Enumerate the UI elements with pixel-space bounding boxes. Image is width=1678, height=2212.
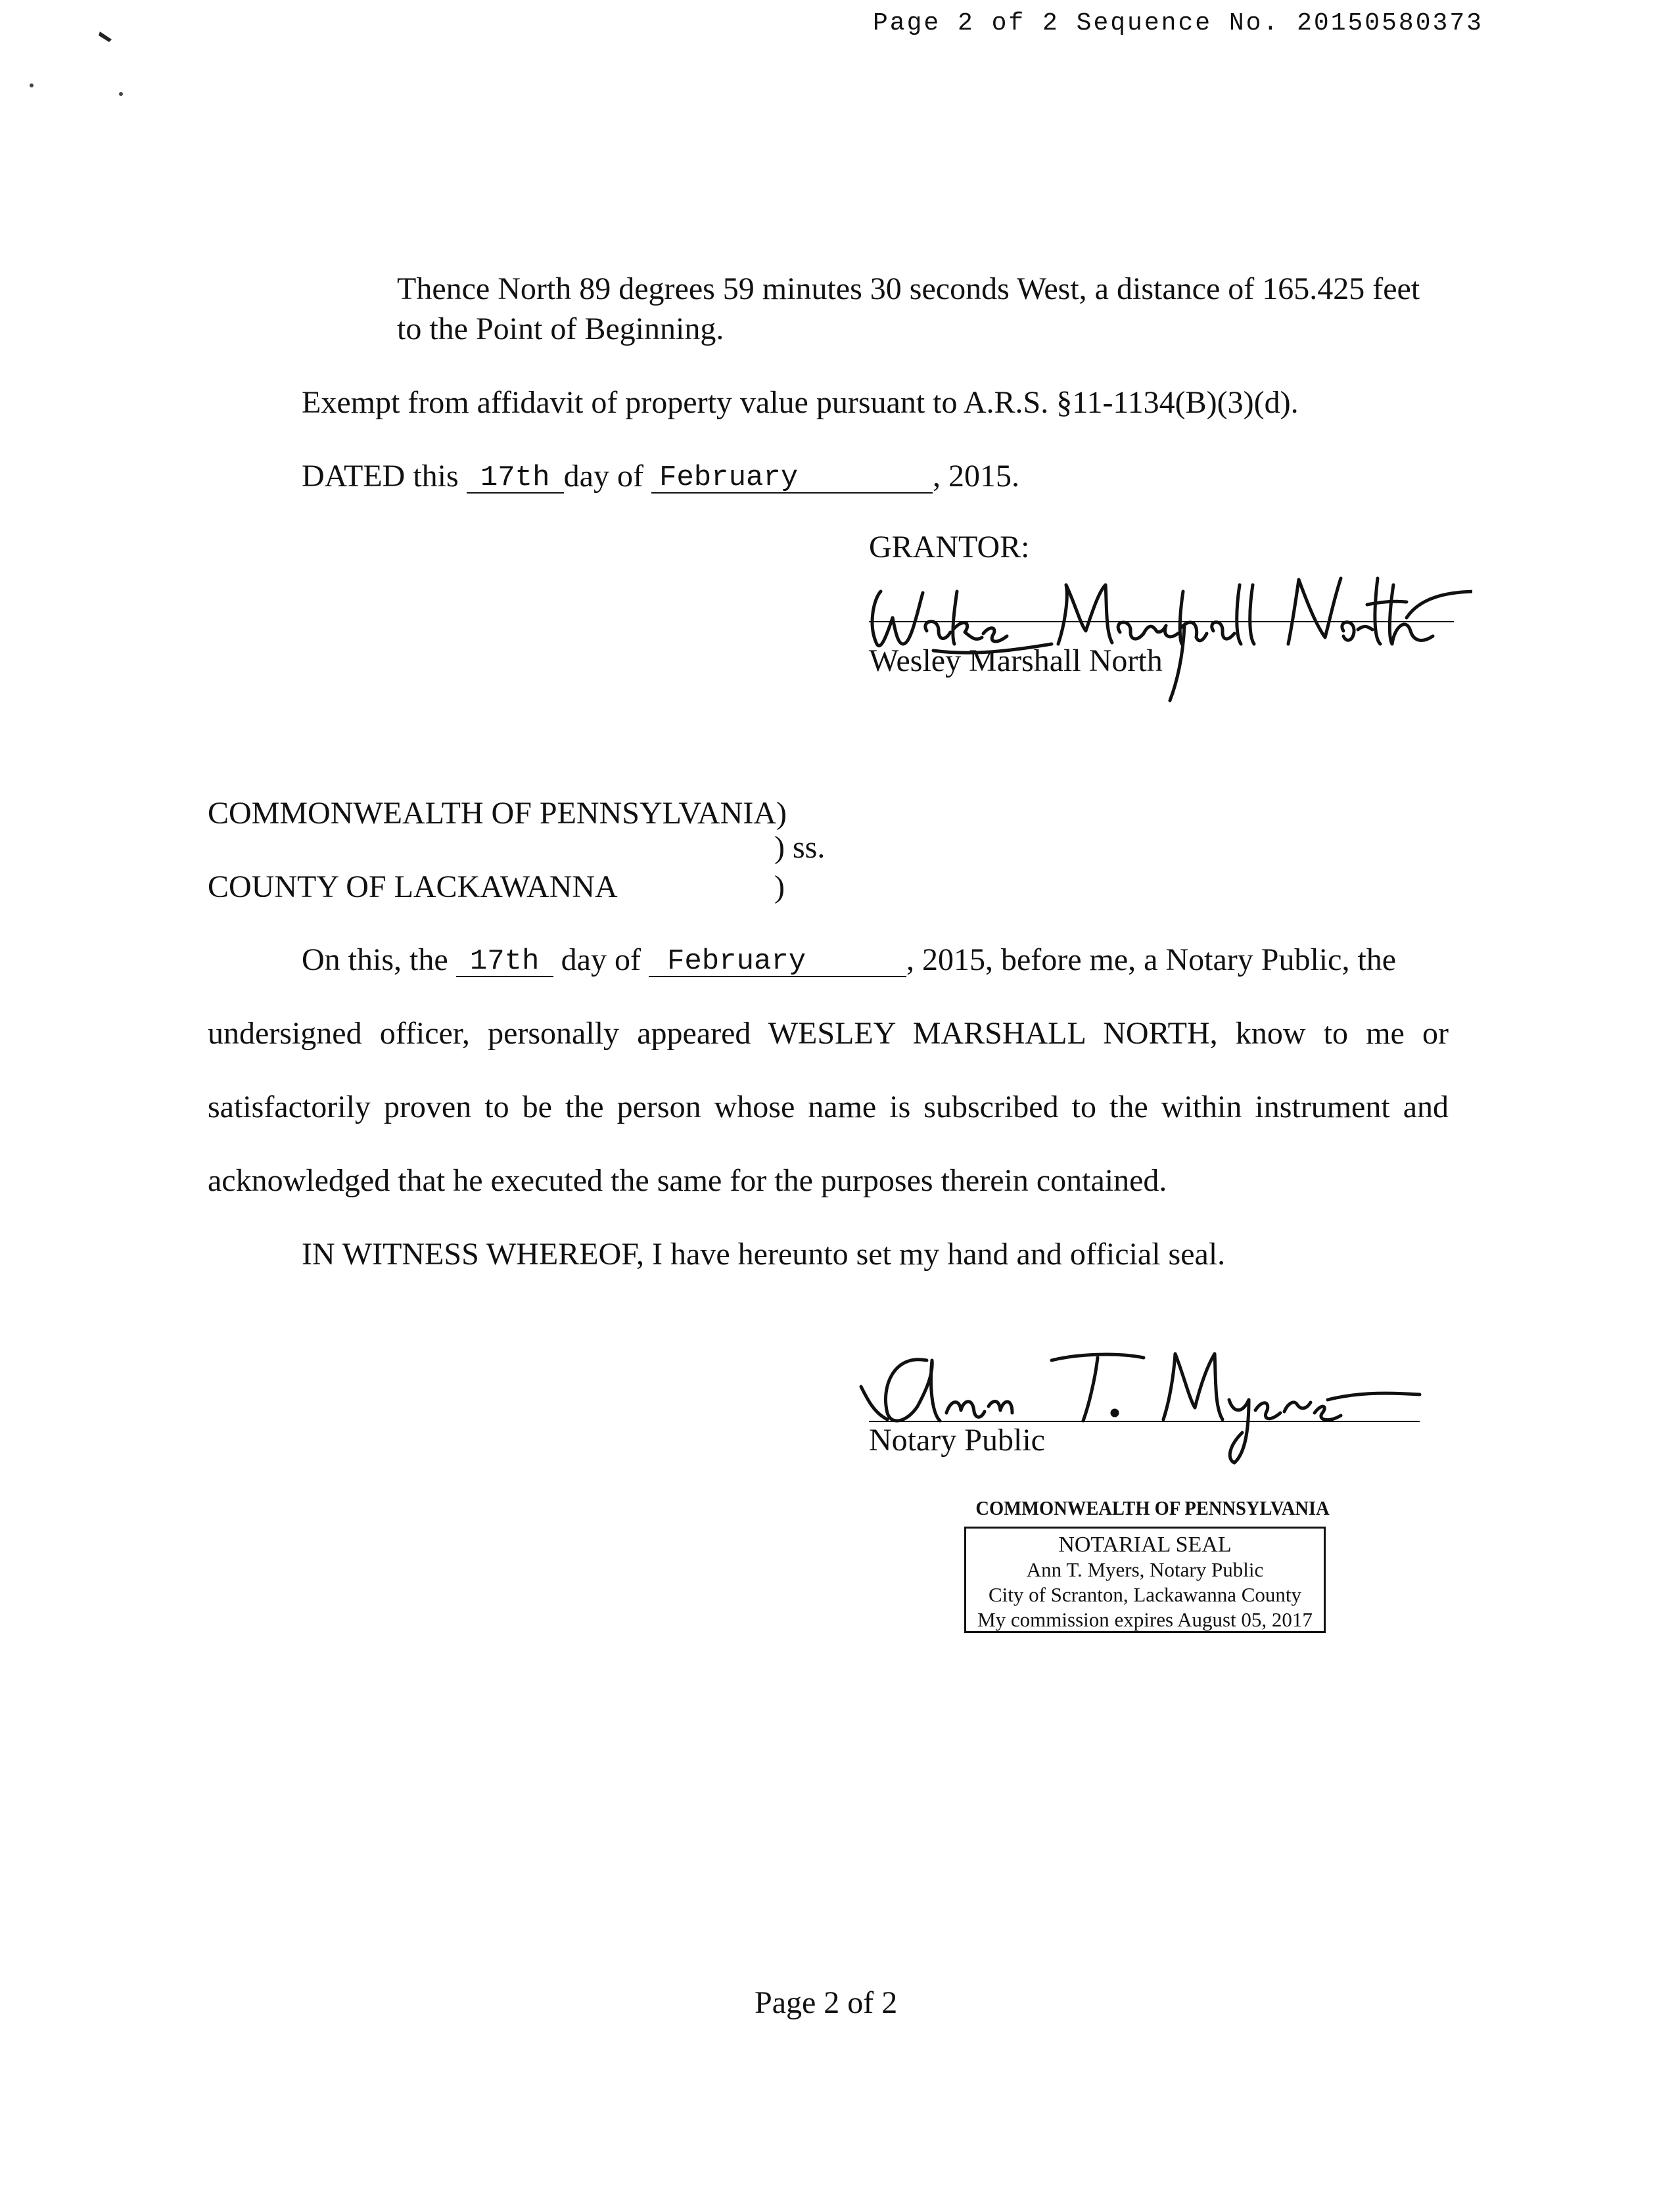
acknowledgment-line-2: undersigned officer, personally appeared WESLEY MARSHALL NORTH, know to me or [208, 1016, 1449, 1051]
venue-county-paren: ) [774, 869, 785, 904]
seal-name: Ann T. Myers, Notary Public [1026, 1558, 1264, 1581]
ack-day-value: 17th [469, 945, 540, 978]
grantor-signature-line [869, 621, 1454, 622]
venue-commonwealth: COMMONWEALTH OF PENNSYLVANIA) [208, 796, 787, 831]
notarial-seal-box [964, 1527, 1326, 1633]
ack-month-blank [649, 942, 906, 977]
dated-prefix: DATED this [302, 459, 459, 494]
dated-line [302, 458, 1019, 495]
ack-line1-rest: , 2015, before me, a Notary Public, the [906, 942, 1397, 977]
witness-statement: IN WITNESS WHEREOF, I have hereunto set my hand and official seal. [302, 1237, 1226, 1272]
ack-day-blank [456, 942, 553, 977]
grantor-label: GRANTOR: [869, 530, 1030, 565]
scan-dot-mark [26, 79, 39, 92]
acknowledgment-line-1 [302, 942, 1396, 979]
ack-month-value: February [666, 945, 806, 978]
header-sequence: Page 2 of 2 Sequence No. 20150580373 [873, 9, 1483, 37]
acknowledgment-line-4: acknowledged that he executed the same for the purposes therein contained. [208, 1163, 1167, 1198]
venue-ss: ) ss. [774, 830, 826, 865]
dated-day-value: 17th [480, 461, 550, 494]
venue-county: COUNTY OF LACKAWANNA [208, 869, 618, 904]
footer-page-label: Page 2 of 2 [755, 1985, 898, 2020]
grantor-signature-mark [854, 552, 1472, 703]
seal-expiry: My commission expires August 05, 2017 [977, 1608, 1313, 1631]
ack-prefix: On this, the [302, 942, 448, 977]
seal-title: NOTARIAL SEAL [1058, 1532, 1232, 1557]
dated-month-value: February [659, 461, 799, 494]
dated-middle: day of [563, 459, 643, 494]
seal-location: City of Scranton, Lackawanna County [988, 1583, 1302, 1606]
exemption-statement: Exempt from affidavit of property value pursuant to A.R.S. §11-1134(B)(3)(d). [302, 385, 1299, 420]
notary-label: Notary Public [869, 1423, 1045, 1458]
legal-description-line-2: to the Point of Beginning. [397, 311, 724, 346]
legal-description-line-1: Thence North 89 degrees 59 minutes 30 seconds West, a distance of 165.425 feet [397, 271, 1420, 306]
seal-heading: COMMONWEALTH OF PENNSYLVANIA [975, 1496, 1330, 1519]
scan-speck-mark [92, 26, 131, 99]
dated-day-blank [467, 458, 564, 494]
dated-suffix: , 2015. [932, 459, 1019, 494]
grantor-name: Wesley Marshall North [869, 643, 1163, 678]
dated-month-blank [651, 458, 933, 494]
acknowledgment-line-3: satisfactorily proven to be the person whose name is subscribed to the within instrument and [208, 1090, 1449, 1124]
ack-middle: day of [561, 942, 641, 977]
